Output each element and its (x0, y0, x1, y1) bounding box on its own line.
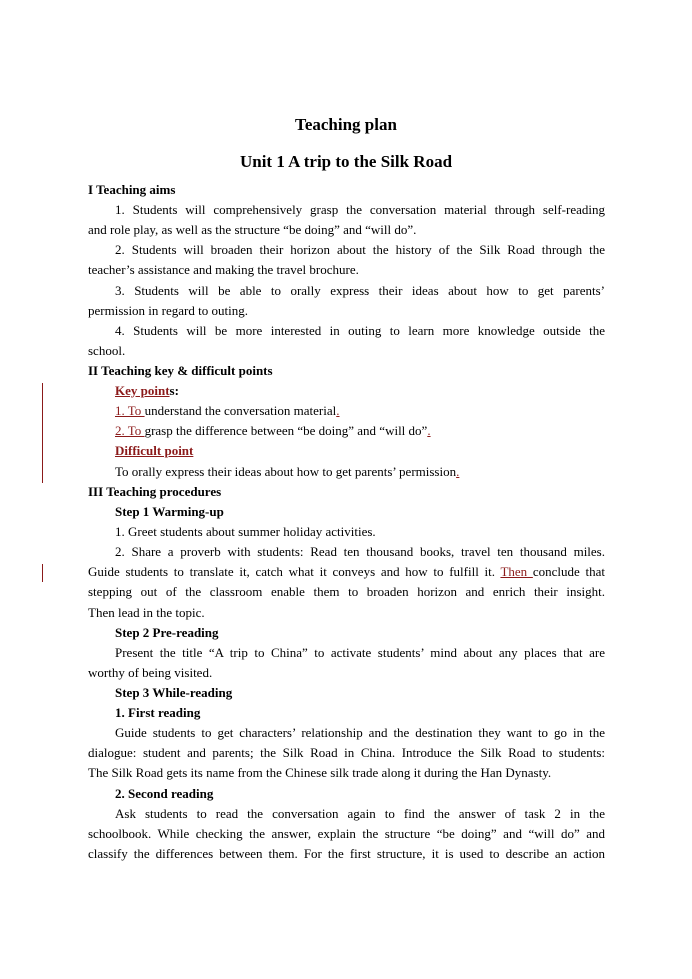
first-reading-line-3: The Silk Road gets its name from the Chinese silk trade along it during the Han Dynasty. (88, 765, 552, 780)
procedures-heading: III Teaching procedures (88, 484, 222, 499)
difficult-point-marked: Difficult point (115, 443, 194, 458)
key-point-2-marked: 2. To (115, 423, 145, 438)
aims-item-4-line-2: school. (88, 343, 126, 358)
aims-item-4-line-1: 4. Students will be more interested in outing to learn more knowledge outside the (115, 323, 605, 338)
second-reading-line-3: classify the differences between them. For the first structure, it is used to describe an action (88, 846, 605, 861)
aims-item-3-line-2: permission in regard to outing. (88, 303, 248, 318)
aims-item-3-line-1: 3. Students will be able to orally express their ideas about how to get parents’ (115, 283, 605, 298)
aims-item-2-line-2: teacher’s assistance and making the travel brochure. (88, 262, 359, 277)
second-reading-line-2: schoolbook. While checking the answer, explain the structure “be doing” and “will do” and (88, 826, 605, 841)
step-1-line-2-post: conclude that (532, 564, 605, 579)
step-1-item-2-line-1: 2. Share a proverb with students: Read ten thousand books, travel ten thousand miles. (115, 544, 605, 559)
key-heading: II Teaching key & difficult points (88, 363, 273, 378)
key-point-2 (115, 421, 431, 441)
difficult-point-end: . (456, 464, 460, 479)
step-1-item-2-line-4: Then lead in the topic. (88, 605, 205, 620)
key-points-rest: s: (169, 383, 179, 398)
difficult-point-text (115, 462, 459, 482)
key-point-1-end: . (336, 403, 340, 418)
aims-item-1-line-2: and role play, as well as the structure “be doing” and “will do”. (88, 222, 417, 237)
second-reading-line-1: Ask students to read the conversation again to find the answer of task 2 in the (115, 806, 605, 821)
key-point-1-text: understand the conversation material (144, 403, 337, 418)
step-2-line-1: Present the title “A trip to China” to activate students’ mind about any places that are (115, 645, 605, 660)
key-points-label (115, 381, 179, 401)
aims-item-2-line-1: 2. Students will broaden their horizon about the history of the Silk Road through the (115, 242, 605, 257)
first-reading-heading: 1. First reading (115, 705, 201, 720)
unit-title: Unit 1 A trip to the Silk Road (239, 152, 453, 171)
revision-bar-2 (42, 564, 43, 582)
step-1-item-2-line-2 (88, 562, 605, 582)
aims-item-1-line-1: 1. Students will comprehensively grasp the conversation material through self-reading (115, 202, 605, 217)
difficult-point-label (115, 441, 193, 461)
first-reading-line-1: Guide students to get characters’ relationship and the destination they want to go in the (115, 725, 605, 740)
aims-heading: I Teaching aims (88, 182, 176, 197)
key-points-marked: Key point (115, 383, 170, 398)
key-point-1 (115, 401, 340, 421)
step-1-heading: Step 1 Warming-up (115, 504, 224, 519)
step-3-heading: Step 3 While-reading (115, 685, 233, 700)
step-2-line-2: worthy of being visited. (88, 665, 213, 680)
step-1-item-2-line-3: stepping out of the classroom enable them to broaden horizon and enrich their insight. (88, 584, 605, 599)
revision-bar (42, 383, 43, 483)
step-1-item-1: 1. Greet students about summer holiday activities. (115, 524, 376, 539)
second-reading-heading: 2. Second reading (115, 786, 214, 801)
key-point-2-text: grasp the difference between “be doing” and “will do” (144, 423, 428, 438)
first-reading-line-2: dialogue: student and parents; the Silk Road in China. Introduce the Silk Road to students: (88, 745, 605, 760)
key-point-1-marked: 1. To (115, 403, 145, 418)
step-1-line-2-marked: Then (500, 564, 533, 579)
key-point-2-end: . (427, 423, 431, 438)
step-1-line-2-pre: Guide students to translate it, catch what it conveys and how to fulfill it. (88, 564, 501, 579)
difficult-point-body: To orally express their ideas about how to get parents’ permission (115, 464, 457, 479)
page-title: Teaching plan (295, 115, 397, 134)
step-2-heading: Step 2 Pre-reading (115, 625, 219, 640)
